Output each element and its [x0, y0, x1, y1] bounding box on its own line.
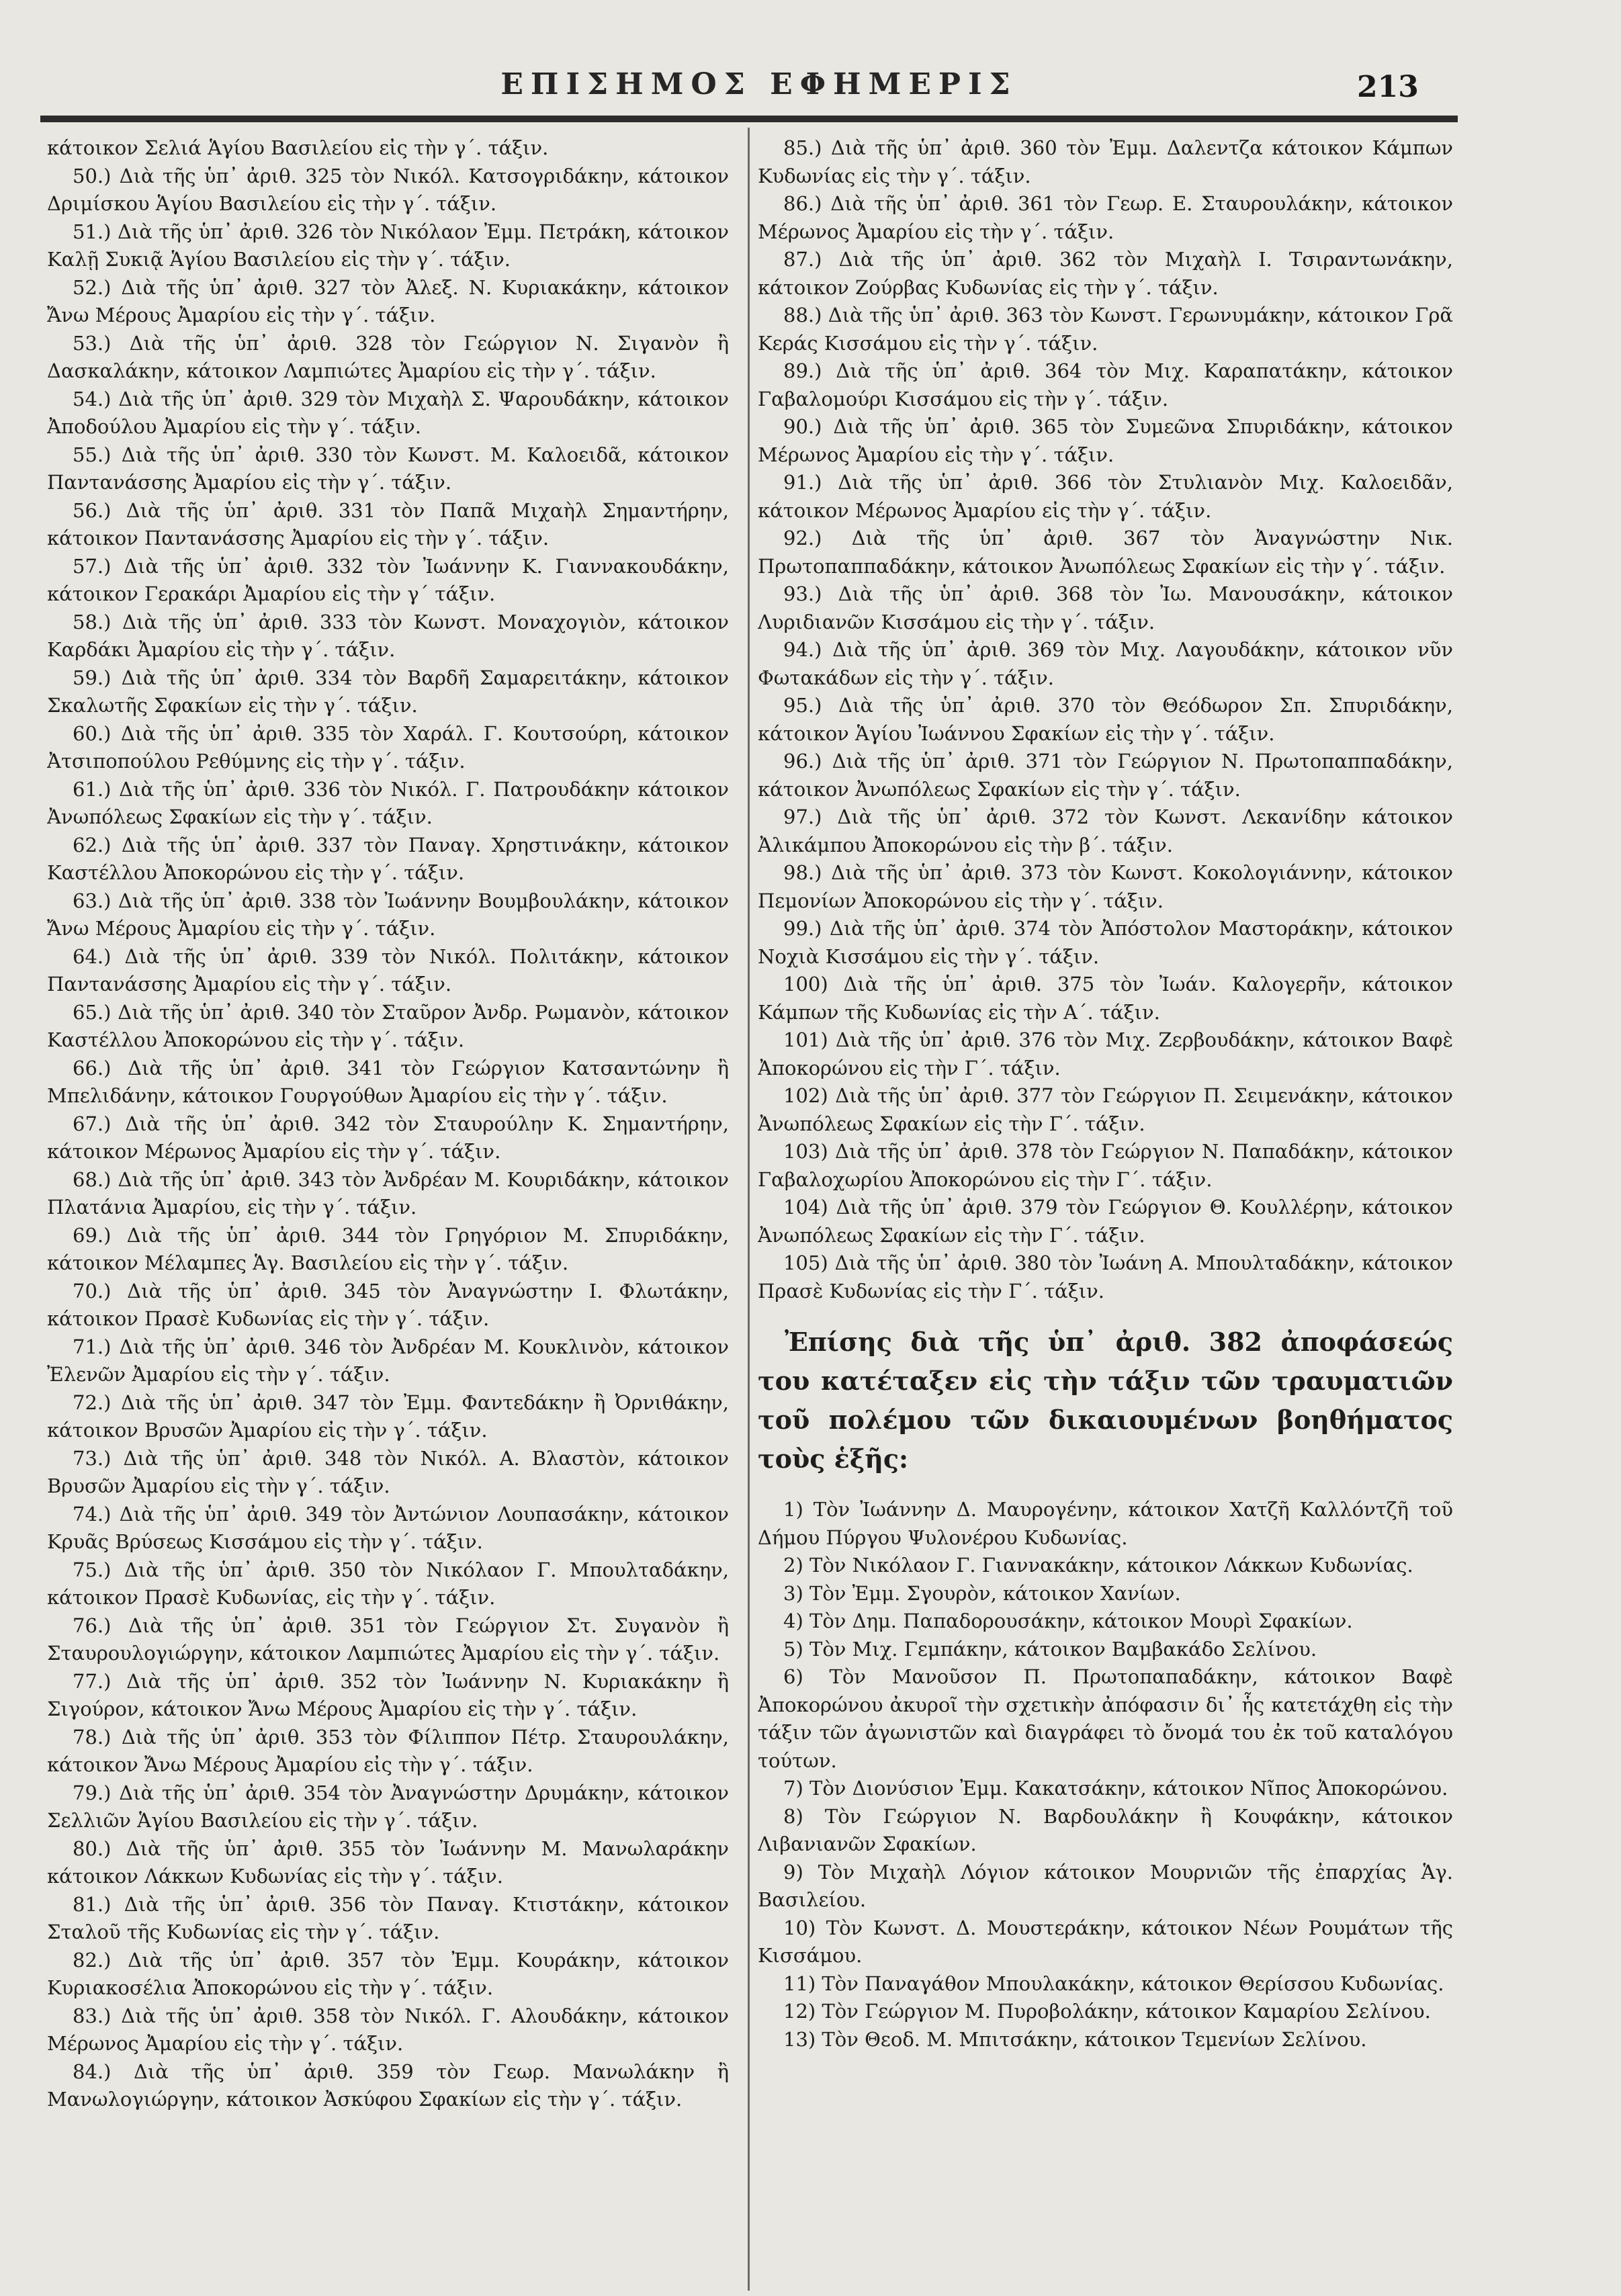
entry-paragraph	[758, 580, 1453, 636]
decision-list-item-text: 8) Τὸν Γεώργιον Ν. Βαρδουλάκην ἢ Κουφάκην, κάτοικον Λιβανιανῶν Σφακίων.	[758, 1804, 1453, 1855]
entry-paragraph-text: 86.) Διὰ τῆς ὑπ᾽ ἀριθ. 361 τὸν Γεωρ. Ε. Σταυρουλάκην, κάτοικον Μέρωνος Ἀμαρίου εἰς τὴν γ΄. τάξιν.	[758, 192, 1453, 243]
entry-paragraph	[47, 553, 729, 609]
entry-paragraph-text: 84.) Διὰ τῆς ὑπ᾽ ἀριθ. 359 τὸν Γεωρ. Μανωλάκην ἢ Μανωλογιώργην, κάτοικον Ἀσκύφου Σφακίων εἰς τὴν γ΄. τάξιν.	[47, 2060, 729, 2111]
page-number: 213	[1357, 70, 1419, 104]
entry-paragraph-text: 87.) Διὰ τῆς ὑπ᾽ ἀριθ. 362 τὸν Μιχαὴλ Ι. Τσιραντωνάκην, κάτοικον Ζούρβας Κυδωνίας εἰς τὴν γ΄. τάξιν.	[758, 248, 1453, 299]
entry-paragraph	[47, 1501, 729, 1556]
decision-list-item	[758, 1580, 1453, 1608]
entry-paragraph	[47, 1445, 729, 1501]
entry-paragraph	[47, 1891, 729, 1947]
entry-paragraph	[758, 302, 1453, 357]
entry-paragraph-text: 82.) Διὰ τῆς ὑπ᾽ ἀριθ. 357 τὸν Ἐμμ. Κουράκην, κάτοικον Κυριακοσέλια Ἀποκορώνου εἰς τὴν γ΄. τάξιν.	[47, 1948, 729, 1999]
entry-paragraph-text: 54.) Διὰ τῆς ὑπ᾽ ἀριθ. 329 τὸν Μιχαὴλ Σ. Ψαρουδάκην, κάτοικον Ἀποδούλου Ἀμαρίου εἰς τὴν γ΄. τάξιν.	[47, 387, 729, 438]
entry-paragraph-text: 101) Διὰ τῆς ὑπ᾽ ἀριθ. 376 τὸν Μιχ. Ζερβουδάκην, κάτοικον Βαφὲ Ἀποκορώνου εἰς τὴν Γ΄. τάξιν.	[758, 1028, 1453, 1079]
entry-paragraph	[758, 1138, 1453, 1194]
decision-list-item-text: 5) Τὸν Μιχ. Γεμπάκην, κάτοικον Βαμβακάδο Σελίνου.	[783, 1637, 1317, 1661]
entry-paragraph-text: 105) Διὰ τῆς ὑπ᾽ ἀριθ. 380 τὸν Ἰωάνη Α. Μπουλταδάκην, κάτοικον Πρασὲ Κυδωνίας εἰς τὴν Γ΄. τάξιν.	[758, 1251, 1453, 1302]
entry-paragraph-text: 85.) Διὰ τῆς ὑπ᾽ ἀριθ. 360 τὸν Ἐμμ. Δαλεντζα κάτοικον Κάμπων Κυδωνίας εἰς τὴν γ΄. τάξιν.	[758, 136, 1453, 187]
entry-paragraph	[47, 1278, 729, 1333]
entry-paragraph-text: 80.) Διὰ τῆς ὑπ᾽ ἀριθ. 355 τὸν Ἰωάννην Μ. Μανωλαράκην κάτοικον Λάκκων Κυδωνίας εἰς τὴν γ΄. τάξιν.	[47, 1837, 729, 1888]
decision-list-item	[758, 1607, 1453, 1636]
entry-paragraph	[47, 1333, 729, 1389]
entry-paragraph-text: 103) Διὰ τῆς ὑπ᾽ ἀριθ. 378 τὸν Γεώργιον Ν. Παπαδάκην, κάτοικον Γαβαλοχωρίου Ἀποκορώνου εἰς τὴν Γ΄. τάξιν.	[758, 1140, 1453, 1191]
entry-paragraph-text: 76.) Διὰ τῆς ὑπ᾽ ἀριθ. 351 τὸν Γεώργιον Στ. Συγανὸν ἢ Σταυρουλογιώργην, κάτοικον Λαμπιώτες Ἀμαρίου εἰς τὴν γ΄. τάξιν.	[47, 1614, 729, 1665]
entry-paragraph-text: 97.) Διὰ τῆς ὑπ᾽ ἀριθ. 372 τὸν Κωνστ. Λεκανίδην κάτοικον Ἀλικάμπου Ἀποκορώνου εἰς τὴν β΄. τάξιν.	[758, 805, 1453, 856]
entry-paragraph	[47, 609, 729, 664]
entry-paragraph	[47, 441, 729, 497]
entry-paragraph-text: 102) Διὰ τῆς ὑπ᾽ ἀριθ. 377 τὸν Γεώργιον Π. Σειμενάκην, κάτοικον Ἀνωπόλεως Σφακίων εἰς τὴν Γ΄. τάξιν.	[758, 1084, 1453, 1135]
decision-list-item-text: 2) Τὸν Νικόλαον Γ. Γιαννακάκην, κάτοικον Λάκκων Κυδωνίας.	[783, 1554, 1413, 1577]
decision-list-item-text: 4) Τὸν Δημ. Παπαδορουσάκην, κάτοικον Μουρὶ Σφακίων.	[783, 1609, 1353, 1632]
entry-paragraph	[758, 692, 1453, 748]
entry-paragraph	[758, 915, 1453, 971]
entry-paragraph-text: 79.) Διὰ τῆς ὑπ᾽ ἀριθ. 354 τὸν Ἀναγνώστην Δρυμάκην, κάτοικον Σελλιῶν Ἁγίου Βασιλείου εἰς τὴν γ΄. τάξιν.	[47, 1781, 729, 1832]
decision-list-item-text: 7) Τὸν Διονύσιον Ἐμμ. Κακατσάκην, κάτοικον Νῖπος Ἀποκορώνου.	[783, 1777, 1448, 1800]
decision-list-item-text: 13) Τὸν Θεοδ. Μ. Μπιτσάκην, κάτοικον Τεμενίων Σελίνου.	[783, 2027, 1367, 2051]
decision-list-item-text: 6) Τὸν Μανοῦσον Π. Πρωτοπαπαδάκην, κάτοικον Βαφὲ Ἀποκορώνου ἀκυροῖ τὴν σχετικὴν ἀπόφασιν δι᾽ ἧς κατετάχθη εἰς τὴν τάξιν τῶν ἀγωνιστῶν καὶ διαγράφει τὸ ὄνομά του ἐκ τοῦ καταλόγου τούτων.	[758, 1665, 1453, 1772]
entry-paragraph-text: 98.) Διὰ τῆς ὑπ᾽ ἀριθ. 373 τὸν Κωνστ. Κοκολογιάννην, κάτοικον Πεμονίων Ἀποκορώνου εἰς τὴν γ΄. τάξιν.	[758, 861, 1453, 912]
entry-paragraph	[47, 2058, 729, 2114]
entry-paragraph	[758, 748, 1453, 803]
entry-paragraph	[758, 1026, 1453, 1082]
decision-list-item	[758, 1663, 1453, 1775]
entry-paragraph	[47, 1166, 729, 1222]
decision-list-item	[758, 1803, 1453, 1859]
decision-list-item-text: 9) Τὸν Μιχαὴλ Λόγιον κάτοικον Μουρνιῶν τῆς ἐπαρχίας Ἁγ. Βασιλείου.	[758, 1860, 1453, 1911]
decision-list-item	[758, 1775, 1453, 1803]
entry-paragraph-text: 63.) Διὰ τῆς ὑπ᾽ ἀριθ. 338 τὸν Ἰωάννην Βουμβουλάκην, κάτοικον Ἄνω Μέρους Ἀμαρίου εἰς τὴν γ΄. τάξιν.	[47, 889, 729, 940]
entry-paragraph-text: 81.) Διὰ τῆς ὑπ᾽ ἀριθ. 356 τὸν Παναγ. Κτιστάκην, κάτοικον Σταλοῦ τῆς Κυδωνίας εἰς τὴν γ΄. τάξιν.	[47, 1892, 729, 1943]
entry-paragraph-text: 58.) Διὰ τῆς ὑπ᾽ ἀριθ. 333 τὸν Κωνστ. Μοναχογιὸν, κάτοικον Καρδάκι Ἀμαρίου εἰς τὴν γ΄. τάξιν.	[47, 610, 729, 661]
entry-paragraph-text: 90.) Διὰ τῆς ὑπ᾽ ἀριθ. 365 τὸν Συμεῶνα Σπυριδάκην, κάτοικον Μέρωνος Ἀμαρίου εἰς τὴν γ΄. τάξιν.	[758, 415, 1453, 466]
decision-list-item	[758, 1970, 1453, 1998]
entry-paragraph-text: 64.) Διὰ τῆς ὑπ᾽ ἀριθ. 339 τὸν Νικόλ. Πολιτάκην, κάτοικον Παντανάσσης Ἀμαρίου εἰς τὴν γ΄. τάξιν.	[47, 944, 729, 996]
entry-paragraph-text: 55.) Διὰ τῆς ὑπ᾽ ἀριθ. 330 τὸν Κωνστ. Μ. Καλοειδᾶ, κάτοικον Παντανάσσης Ἀμαρίου εἰς τὴν γ΄. τάξιν.	[47, 443, 729, 494]
entry-paragraph	[758, 803, 1453, 859]
entry-paragraph	[47, 1947, 729, 2002]
entry-paragraph-text: 68.) Διὰ τῆς ὑπ᾽ ἀριθ. 343 τὸν Ἀνδρέαν Μ. Κουριδάκην, κάτοικον Πλατάνια Ἀμαρίου, εἰς τὴν γ΄. τάξιν.	[47, 1167, 729, 1219]
decision-list-item-text: 10) Τὸν Κωνστ. Δ. Μουστεράκην, κάτοικον Νέων Ρουμάτων τῆς Κισσάμου.	[758, 1916, 1453, 1967]
right-entries	[758, 134, 1453, 1305]
entry-paragraph-text: 67.) Διὰ τῆς ὑπ᾽ ἀριθ. 342 τὸν Σταυρούλην Κ. Σημαντήρην, κάτοικον Μέρωνος Ἀμαρίου εἰς τὴν γ΄. τάξιν.	[47, 1112, 729, 1163]
entry-paragraph-text: 95.) Διὰ τῆς ὑπ᾽ ἀριθ. 370 τὸν Θεόδωρον Σπ. Σπυριδάκην, κάτοικον Ἁγίου Ἰωάννου Σφακίων εἰς τὴν γ΄. τάξιν.	[758, 694, 1453, 745]
decision-list-item	[758, 2026, 1453, 2054]
entry-paragraph-text: 60.) Διὰ τῆς ὑπ᾽ ἀριθ. 335 τὸν Χαράλ. Γ. Κουτσούρη, κάτοικον Ἀτσιποπούλου Ρεθύμνης εἰς τὴν γ΄. τάξιν.	[47, 721, 729, 772]
entry-paragraph	[47, 218, 729, 274]
entry-paragraph	[758, 636, 1453, 692]
entry-paragraph	[47, 887, 729, 943]
entry-paragraph	[758, 469, 1453, 525]
entry-paragraph-text: 83.) Διὰ τῆς ὑπ᾽ ἀριθ. 358 τὸν Νικόλ. Γ. Αλουδάκην, κάτοικον Μέρωνος Ἀμαρίου εἰς τὴν γ΄. τάξιν.	[47, 2004, 729, 2055]
entry-paragraph	[47, 386, 729, 441]
entry-paragraph-text: 65.) Διὰ τῆς ὑπ᾽ ἀριθ. 340 τὸν Σταῦρον Ἀνδρ. Ρωμανὸν, κάτοικον Καστέλλου Ἀποκορώνου εἰς τὴν γ΄. τάξιν.	[47, 1000, 729, 1051]
entry-paragraph	[47, 1612, 729, 1668]
entry-paragraph-text: 89.) Διὰ τῆς ὑπ᾽ ἀριθ. 364 τὸν Μιχ. Καραπατάκην, κάτοικον Γαβαλομούρι Κισσάμου εἰς τὴν γ΄. τάξιν.	[758, 359, 1453, 410]
entry-paragraph	[47, 1055, 729, 1110]
entry-paragraph-text: 57.) Διὰ τῆς ὑπ᾽ ἀριθ. 332 τὸν Ἰωάννην Κ. Γιαννακουδάκην, κάτοικον Γερακάρι Ἀμαρίου εἰς τὴν γ΄ τάξιν.	[47, 554, 729, 605]
entry-paragraph	[47, 2002, 729, 2058]
header-rule	[40, 116, 1458, 122]
entry-paragraph	[758, 1249, 1453, 1305]
decision-list-item	[758, 1914, 1453, 1970]
entry-paragraph	[47, 163, 729, 218]
decision-list-item	[758, 1496, 1453, 1552]
entry-paragraph-text: κάτοικον Σελιά Ἁγίου Βασιλείου εἰς τὴν γ΄. τάξιν.	[47, 136, 549, 159]
entry-paragraph-text: 56.) Διὰ τῆς ὑπ᾽ ἀριθ. 331 τὸν Παπᾶ Μιχαὴλ Σημαντήρην, κάτοικον Παντανάσσης Ἀμαρίου εἰς τὴν γ΄. τάξιν.	[47, 498, 729, 549]
entry-paragraph-text: 75.) Διὰ τῆς ὑπ᾽ ἀριθ. 350 τὸν Νικόλαον Γ. Μπουλταδάκην, κάτοικον Πρασὲ Κυδωνίας, εἰς τὴν γ΄. τάξιν.	[47, 1558, 729, 1609]
entry-paragraph	[758, 357, 1453, 413]
entry-paragraph	[47, 497, 729, 553]
entry-paragraph	[758, 859, 1453, 915]
decision-list-item	[758, 1636, 1453, 1664]
entry-paragraph	[47, 274, 729, 330]
decision-list-item-text: 1) Τὸν Ἰωάννην Δ. Μαυρογένην, κάτοικον Χατζῆ Καλλόντζῆ τοῦ Δήμου Πύργου Ψυλονέρου Κυδωνίας.	[758, 1498, 1453, 1549]
entry-paragraph-text: 74.) Διὰ τῆς ὑπ᾽ ἀριθ. 349 τὸν Ἀντώνιον Λουπασάκην, κάτοικον Κρυᾶς Βρύσεως Κισσάμου εἰς τὴν γ΄. τάξιν.	[47, 1502, 729, 1553]
entry-paragraph	[47, 943, 729, 999]
entry-paragraph	[47, 330, 729, 386]
entry-paragraph-text: 104) Διὰ τῆς ὑπ᾽ ἀριθ. 379 τὸν Γεώργιον Θ. Κουλλέρην, κάτοικον Ἀνωπόλεως Σφακίων εἰς τὴν Γ΄. τάξιν.	[758, 1196, 1453, 1247]
decision-list-item-text: 3) Τὸν Ἐμμ. Σγουρὸν, κάτοικον Χανίων.	[783, 1581, 1181, 1605]
entry-paragraph-text: 61.) Διὰ τῆς ὑπ᾽ ἀριθ. 336 τὸν Νικόλ. Γ. Πατρουδάκην κάτοικον Ἀνωπόλεως Σφακίων εἰς τὴν γ΄. τάξιν.	[47, 777, 729, 828]
entry-paragraph	[47, 1556, 729, 1612]
column-divider	[748, 128, 750, 2291]
entry-paragraph	[47, 1724, 729, 1779]
right-column	[758, 134, 1453, 2291]
decision-text: Ἐπίσης διὰ τῆς ὑπ᾽ ἀριθ. 382 ἀποφάσεώς του κατέταξεν εἰς τὴν τάξιν τῶν τραυματιῶν τοῦ πολέμου τῶν δικαιουμένων βοηθήματος τοὺς ἑξῆς:	[758, 1327, 1453, 1474]
entry-paragraph-text: 52.) Διὰ τῆς ὑπ᾽ ἀριθ. 327 τὸν Ἀλεξ. Ν. Κυριακάκην, κάτοικον Ἄνω Μέρους Ἀμαρίου εἰς τὴν γ΄. τάξιν.	[47, 275, 729, 326]
entry-paragraph	[47, 1835, 729, 1891]
entry-paragraph-text: 92.) Διὰ τῆς ὑπ᾽ ἀριθ. 367 τὸν Ἀναγνώστην Νικ. Πρωτοπαππαδάκην, κάτοικον Ἀνωπόλεως Σφακίων εἰς τὴν γ΄. τάξιν.	[758, 527, 1453, 578]
entry-paragraph	[758, 190, 1453, 246]
entry-paragraph-text: 69.) Διὰ τῆς ὑπ᾽ ἀριθ. 344 τὸν Γρηγόριον Μ. Σπυριδάκην, κάτοικον Μέλαμπες Ἁγ. Βασιλείου εἰς τὴν γ΄. τάξιν.	[47, 1223, 729, 1274]
entry-paragraph-text: 100) Διὰ τῆς ὑπ᾽ ἀριθ. 375 τὸν Ἰωάν. Καλογερῆν, κάτοικον Κάμπων τῆς Κυδωνίας εἰς τὴν Α΄. τάξιν.	[758, 973, 1453, 1024]
entry-paragraph	[47, 1110, 729, 1166]
entry-paragraph	[47, 1668, 729, 1724]
entry-paragraph	[758, 971, 1453, 1026]
entry-paragraph-text: 99.) Διὰ τῆς ὑπ᾽ ἀριθ. 374 τὸν Ἀπόστολον Μαστοράκην, κάτοικον Νοχιὰ Κισσάμου εἰς τὴν γ΄. τάξιν.	[758, 917, 1453, 968]
entry-paragraph-text: 88.) Διὰ τῆς ὑπ᾽ ἀριθ. 363 τὸν Κωνστ. Γερωνυμάκην, κάτοικον Γρᾶ Κεράς Κισσάμου εἰς τὴν γ΄. τάξιν.	[758, 304, 1453, 355]
entry-paragraph	[758, 246, 1453, 302]
entry-paragraph-text: 94.) Διὰ τῆς ὑπ᾽ ἀριθ. 369 τὸν Μιχ. Λαγουδάκην, κάτοικον νῦν Φωτακάδων εἰς τὴν γ΄. τάξιν.	[758, 638, 1453, 689]
entry-paragraph-text: 77.) Διὰ τῆς ὑπ᾽ ἀριθ. 352 τὸν Ἰωάννην Ν. Κυριακάκην ἢ Σιγούρον, κάτοικον Ἄνω Μέρους Ἀμαρίου εἰς τὴν γ΄. τάξιν.	[47, 1669, 729, 1720]
decision-list-item-text: 12) Τὸν Γεώργιον Μ. Πυροβολάκην, κάτοικον Καμαρίου Σελίνου.	[783, 2000, 1431, 2023]
entry-paragraph-text: 70.) Διὰ τῆς ὑπ᾽ ἀριθ. 345 τὸν Ἀναγνώστην Ι. Φλωτάκην, κάτοικον Πρασὲ Κυδωνίας εἰς τὴν γ΄. τάξιν.	[47, 1279, 729, 1330]
entry-paragraph	[758, 1194, 1453, 1249]
decision-heading	[758, 1323, 1453, 1478]
decision-list-item	[758, 1998, 1453, 2026]
entry-paragraph	[47, 664, 729, 720]
decision-list-item	[758, 1552, 1453, 1580]
entry-paragraph-text: 78.) Διὰ τῆς ὑπ᾽ ἀριθ. 353 τὸν Φίλιππον Πέτρ. Σταυρουλάκην, κάτοικον Ἄνω Μέρους Ἀμαρίου εἰς τὴν γ΄. τάξιν.	[47, 1725, 729, 1776]
gazette-title: ΕΠΙΣΗΜΟΣ ΕΦΗΜΕΡΙΣ	[500, 67, 1018, 101]
entry-paragraph	[47, 720, 729, 776]
entry-paragraph-text: 73.) Διὰ τῆς ὑπ᾽ ἀριθ. 348 τὸν Νικόλ. Α. Βλαστὸν, κάτοικον Βρυσῶν Ἀμαρίου εἰς τὴν γ΄. τάξιν.	[47, 1446, 729, 1497]
entry-paragraph-text: 71.) Διὰ τῆς ὑπ᾽ ἀριθ. 346 τὸν Ἀνδρέαν Μ. Κουκλινὸν, κάτοικον Ἐλενῶν Ἀμαρίου εἰς τὴν γ΄. τάξιν.	[47, 1335, 729, 1386]
left-column	[47, 134, 729, 2291]
entry-paragraph-text: 96.) Διὰ τῆς ὑπ᾽ ἀριθ. 371 τὸν Γεώργιον Ν. Πρωτοπαππαδάκην, κάτοικον Ἀνωπόλεως Σφακίων εἰς τὴν γ΄. τάξιν.	[758, 750, 1453, 801]
entry-paragraph-text: 53.) Διὰ τῆς ὑπ᾽ ἀριθ. 328 τὸν Γεώργιον Ν. Σιγανὸν ἢ Δασκαλάκην, κάτοικον Λαμπιώτες Ἀμαρίου εἰς τὴν γ΄. τάξιν.	[47, 331, 729, 382]
entry-paragraph-text: 66.) Διὰ τῆς ὑπ᾽ ἀριθ. 341 τὸν Γεώργιον Κατσαντώνην ἢ Μπελιδάνην, κάτοικον Γουργούθων Ἀμαρίου εἰς τὴν γ΄. τάξιν.	[47, 1056, 729, 1107]
entry-paragraph-text: 93.) Διὰ τῆς ὑπ᾽ ἀριθ. 368 τὸν Ἰω. Μανουσάκην, κάτοικον Λυριδιανῶν Κισσάμου εἰς τὴν γ΄. τάξιν.	[758, 582, 1453, 633]
decision-list-item-text: 11) Τὸν Παναγάθον Μπουλακάκην, κάτοικον Θερίσσου Κυδωνίας.	[783, 1972, 1444, 1995]
decision-list	[758, 1496, 1453, 2054]
entry-paragraph	[758, 134, 1453, 190]
entry-paragraph	[47, 999, 729, 1055]
entry-paragraph	[758, 1082, 1453, 1138]
entry-paragraph	[47, 1779, 729, 1835]
entry-paragraph-text: 59.) Διὰ τῆς ὑπ᾽ ἀριθ. 334 τὸν Βαρδῆ Σαμαρειτάκην, κάτοικον Σκαλωτῆς Σφακίων εἰς τὴν γ΄. τάξιν.	[47, 666, 729, 717]
entry-paragraph	[47, 1222, 729, 1278]
entry-paragraph-text: 51.) Διὰ τῆς ὑπ᾽ ἀριθ. 326 τὸν Νικόλαον Ἐμμ. Πετράκη, κάτοικον Καλῇ Συκιᾷ Ἁγίου Βασιλείου εἰς τὴν γ΄. τάξιν.	[47, 220, 729, 271]
entry-paragraph-text: 50.) Διὰ τῆς ὑπ᾽ ἀριθ. 325 τὸν Νικόλ. Κατσογριδάκην, κάτοικον Δριμίσκου Ἁγίου Βασιλείου εἰς τὴν γ΄. τάξιν.	[47, 164, 729, 215]
entry-paragraph	[758, 525, 1453, 580]
entry-paragraph-text: 72.) Διὰ τῆς ὑπ᾽ ἀριθ. 347 τὸν Ἐμμ. Φαντεδάκην ἢ Ὀρνιθάκην, κάτοικον Βρυσῶν Ἀμαρίου εἰς τὴν γ΄. τάξιν.	[47, 1390, 729, 1442]
entry-paragraph-text: 91.) Διὰ τῆς ὑπ᾽ ἀριθ. 366 τὸν Στυλιανὸν Μιχ. Καλοειδᾶν, κάτοικον Μέρωνος Ἀμαρίου εἰς τὴν γ΄. τάξιν.	[758, 471, 1453, 522]
entry-paragraph	[47, 776, 729, 832]
entry-paragraph	[47, 134, 729, 163]
decision-list-item	[758, 1859, 1453, 1914]
entry-paragraph	[47, 1389, 729, 1445]
entry-paragraph	[47, 832, 729, 887]
entry-paragraph	[758, 413, 1453, 469]
entry-paragraph-text: 62.) Διὰ τῆς ὑπ᾽ ἀριθ. 337 τὸν Παναγ. Χρηστινάκην, κάτοικον Καστέλλου Ἀποκορώνου εἰς τὴν γ΄. τάξιν.	[47, 833, 729, 884]
